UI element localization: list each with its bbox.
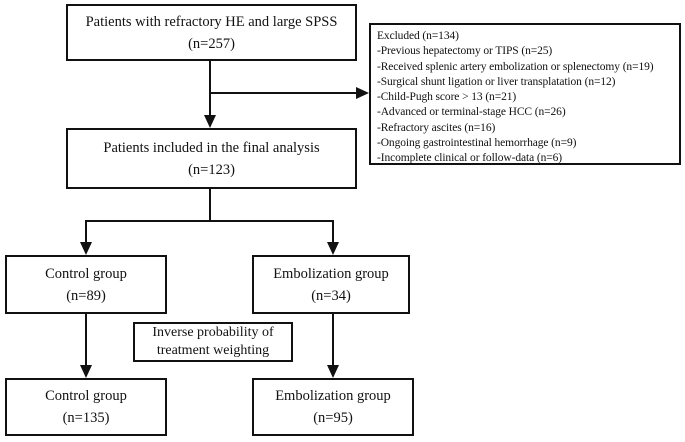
excluded-item: -Surgical shunt ligation or liver transplatation (n=12) (377, 75, 616, 88)
iptw-box (133, 322, 293, 362)
embolization-initial-box (252, 255, 410, 314)
split-bar (85, 220, 334, 222)
arrow-right-icon (356, 87, 369, 99)
connector-split-to-embolization (332, 220, 334, 243)
arrow-down-icon (80, 365, 92, 378)
arrow-down-icon (204, 115, 216, 128)
connector-branch-to-excluded (209, 92, 357, 94)
embolization-weighted-count: (n=95) (313, 410, 353, 426)
control-initial-box (5, 255, 167, 314)
enrollment-box (66, 4, 357, 61)
included-box (66, 128, 357, 189)
connector-included-to-split (209, 189, 211, 222)
embolization-weighted-label: Embolization group (275, 388, 391, 404)
excluded-item: -Refractory ascites (n=16) (377, 121, 496, 134)
enrollment-count: (n=257) (188, 35, 235, 52)
control-weighted-count: (n=135) (62, 410, 110, 426)
enrollment-label: Patients with refractory HE and large SPSS (85, 13, 338, 30)
arrow-down-icon (80, 242, 92, 255)
embolization-initial-label: Embolization group (273, 265, 389, 282)
iptw-label-line1: Inverse probability of (152, 324, 274, 340)
control-weighted-box (5, 378, 167, 436)
excluded-item: -Child-Pugh score > 13 (n=21) (377, 91, 517, 104)
control-initial-label: Control group (45, 265, 127, 282)
connector-embolization-to-weighted (332, 314, 334, 366)
arrow-down-icon (327, 365, 339, 378)
arrow-down-icon (327, 242, 339, 255)
control-initial-count: (n=89) (66, 287, 106, 304)
connector-enrollment-to-included (209, 61, 211, 116)
excluded-title: Excluded (n=134) (377, 30, 459, 42)
embolization-weighted-box (252, 378, 414, 436)
embolization-initial-count: (n=34) (311, 287, 351, 304)
excluded-item: -Received splenic artery embolization or splenectomy (n=19) (377, 60, 654, 73)
iptw-label-line2: treatment weighting (156, 343, 270, 358)
connector-split-to-control (85, 220, 87, 243)
excluded-box (369, 23, 681, 165)
included-label: Patients included in the final analysis (103, 139, 320, 156)
included-count: (n=123) (188, 161, 235, 178)
control-weighted-label: Control group (45, 388, 127, 404)
connector-control-to-weighted (85, 314, 87, 366)
excluded-item: -Advanced or terminal-stage HCC (n=26) (377, 106, 566, 119)
excluded-item: -Ongoing gastrointestinal hemorrhage (n=9) (377, 137, 577, 150)
excluded-item: -Previous hepatectomy or TIPS (n=25) (377, 45, 553, 58)
excluded-item: -Incomplete clinical or follow-data (n=6) (377, 152, 563, 165)
